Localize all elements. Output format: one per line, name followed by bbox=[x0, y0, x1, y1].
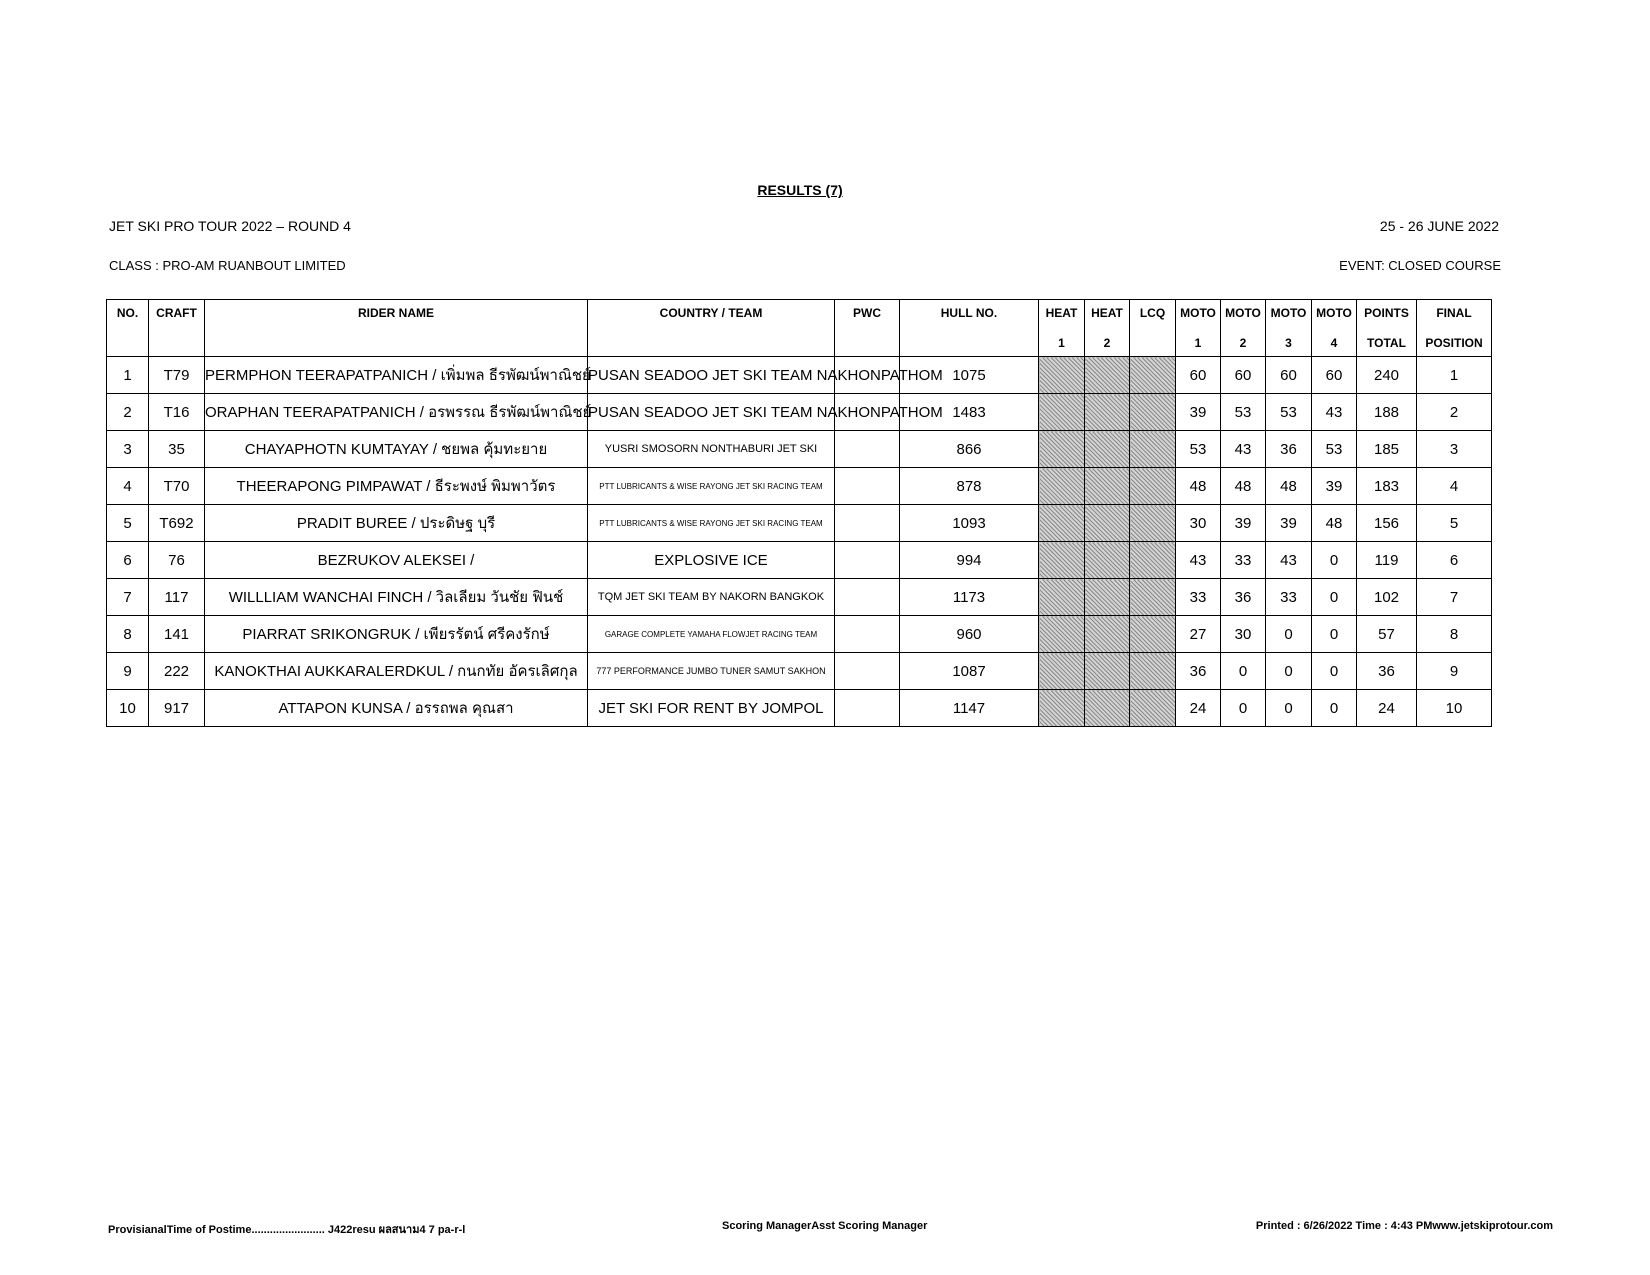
cell-points: 57 bbox=[1357, 616, 1417, 653]
col-header-points-sub: TOTAL bbox=[1357, 328, 1417, 357]
cell-points: 119 bbox=[1357, 542, 1417, 579]
cell-rider: PIARRAT SRIKONGRUK / เพียรรัตน์ ศรีคงรักษ์ bbox=[205, 616, 588, 653]
cell-rider: ATTAPON KUNSA / อรรถพล คุณสา bbox=[205, 690, 588, 727]
cell-no: 4 bbox=[107, 468, 149, 505]
cell-moto1: 27 bbox=[1176, 616, 1221, 653]
cell-heat1-shaded bbox=[1039, 616, 1085, 653]
cell-heat2-shaded bbox=[1085, 357, 1130, 394]
cell-final: 8 bbox=[1417, 616, 1492, 653]
table-row bbox=[107, 468, 1492, 505]
footer-printed: Printed : 6/26/2022 Time : 4:43 PMwww.jetskiprotour.com bbox=[1255, 1220, 1553, 1232]
cell-moto4: 0 bbox=[1312, 653, 1357, 690]
cell-no: 3 bbox=[107, 431, 149, 468]
cell-moto1: 53 bbox=[1176, 431, 1221, 468]
cell-craft: 117 bbox=[149, 579, 205, 616]
cell-heat1-shaded bbox=[1039, 579, 1085, 616]
cell-heat2-shaded bbox=[1085, 394, 1130, 431]
cell-no: 2 bbox=[107, 394, 149, 431]
cell-moto3: 0 bbox=[1266, 690, 1312, 727]
cell-final: 1 bbox=[1417, 357, 1492, 394]
cell-lcq-shaded bbox=[1130, 357, 1176, 394]
cell-pwc bbox=[835, 616, 900, 653]
cell-lcq-shaded bbox=[1130, 653, 1176, 690]
cell-moto2: 30 bbox=[1221, 616, 1266, 653]
table-row bbox=[107, 579, 1492, 616]
cell-lcq-shaded bbox=[1130, 616, 1176, 653]
cell-moto4: 39 bbox=[1312, 468, 1357, 505]
cell-points: 156 bbox=[1357, 505, 1417, 542]
cell-no: 5 bbox=[107, 505, 149, 542]
cell-heat2-shaded bbox=[1085, 653, 1130, 690]
col-header-moto1-sub: 1 bbox=[1176, 328, 1221, 357]
cell-moto1: 33 bbox=[1176, 579, 1221, 616]
cell-final: 9 bbox=[1417, 653, 1492, 690]
col-header-points: POINTS bbox=[1357, 300, 1417, 328]
col-header-craft: CRAFT bbox=[149, 300, 205, 328]
cell-moto3: 60 bbox=[1266, 357, 1312, 394]
cell-final: 7 bbox=[1417, 579, 1492, 616]
cell-moto3: 39 bbox=[1266, 505, 1312, 542]
cell-craft: 35 bbox=[149, 431, 205, 468]
cell-hull: 1173 bbox=[900, 579, 1039, 616]
cell-lcq-shaded bbox=[1130, 505, 1176, 542]
cell-points: 188 bbox=[1357, 394, 1417, 431]
cell-rider: THEERAPONG PIMPAWAT / ธีระพงษ์ พิมพาวัตร bbox=[205, 468, 588, 505]
cell-moto1: 60 bbox=[1176, 357, 1221, 394]
col-header-heat1-sub: 1 bbox=[1039, 328, 1085, 357]
cell-pwc bbox=[835, 542, 900, 579]
cell-hull: 866 bbox=[900, 431, 1039, 468]
cell-rider: PERMPHON TEERAPATPANICH / เพิ่มพล ธีรพัฒน์พาณิชย์ bbox=[205, 357, 588, 394]
cell-heat2-shaded bbox=[1085, 431, 1130, 468]
results-table bbox=[106, 299, 1492, 727]
col-header-moto2-sub: 2 bbox=[1221, 328, 1266, 357]
table-row bbox=[107, 542, 1492, 579]
col-header-moto3: MOTO bbox=[1266, 300, 1312, 328]
cell-pwc bbox=[835, 653, 900, 690]
cell-heat2-shaded bbox=[1085, 579, 1130, 616]
cell-moto4: 0 bbox=[1312, 616, 1357, 653]
cell-final: 4 bbox=[1417, 468, 1492, 505]
cell-moto1: 39 bbox=[1176, 394, 1221, 431]
cell-lcq-shaded bbox=[1130, 431, 1176, 468]
col-header-rider: RIDER NAME bbox=[205, 300, 588, 328]
cell-moto2: 39 bbox=[1221, 505, 1266, 542]
cell-points: 183 bbox=[1357, 468, 1417, 505]
col-header-moto2: MOTO bbox=[1221, 300, 1266, 328]
cell-final: 3 bbox=[1417, 431, 1492, 468]
cell-moto3: 53 bbox=[1266, 394, 1312, 431]
cell-points: 185 bbox=[1357, 431, 1417, 468]
table-row bbox=[107, 357, 1492, 394]
cell-heat2-shaded bbox=[1085, 690, 1130, 727]
cell-heat1-shaded bbox=[1039, 357, 1085, 394]
cell-points: 24 bbox=[1357, 690, 1417, 727]
cell-craft: T16 bbox=[149, 394, 205, 431]
cell-heat1-shaded bbox=[1039, 653, 1085, 690]
cell-hull: 878 bbox=[900, 468, 1039, 505]
cell-craft: T79 bbox=[149, 357, 205, 394]
col-header-heat2-sub: 2 bbox=[1085, 328, 1130, 357]
cell-craft: T70 bbox=[149, 468, 205, 505]
cell-pwc bbox=[835, 690, 900, 727]
cell-moto4: 0 bbox=[1312, 690, 1357, 727]
cell-moto4: 48 bbox=[1312, 505, 1357, 542]
cell-moto1: 24 bbox=[1176, 690, 1221, 727]
cell-heat2-shaded bbox=[1085, 468, 1130, 505]
cell-team: TQM JET SKI TEAM BY NAKORN BANGKOK bbox=[588, 579, 835, 616]
cell-craft: 917 bbox=[149, 690, 205, 727]
table-row bbox=[107, 431, 1492, 468]
col-header-pwc: PWC bbox=[835, 300, 900, 328]
cell-moto4: 0 bbox=[1312, 542, 1357, 579]
col-header-heat1: HEAT bbox=[1039, 300, 1085, 328]
col-header-final: FINAL bbox=[1417, 300, 1492, 328]
cell-heat1-shaded bbox=[1039, 690, 1085, 727]
cell-no: 8 bbox=[107, 616, 149, 653]
cell-team: PUSAN SEADOO JET SKI TEAM NAKHONPATHOM bbox=[588, 394, 835, 431]
cell-moto3: 0 bbox=[1266, 653, 1312, 690]
event-name: JET SKI PRO TOUR 2022 – ROUND 4 bbox=[109, 218, 351, 234]
cell-moto2: 53 bbox=[1221, 394, 1266, 431]
cell-hull: 1093 bbox=[900, 505, 1039, 542]
col-header-moto3-sub: 3 bbox=[1266, 328, 1312, 357]
cell-craft: 76 bbox=[149, 542, 205, 579]
cell-final: 6 bbox=[1417, 542, 1492, 579]
footer-provisional: ProvisianalTime of Postime........................ J422resu ผลสนาม4 7 pa-r-l bbox=[108, 1224, 466, 1236]
cell-rider: PRADIT BUREE / ประดิษฐ บุรี bbox=[205, 505, 588, 542]
cell-rider: CHAYAPHOTN KUMTAYAY / ชยพล คุ้มทะยาย bbox=[205, 431, 588, 468]
event-date: 25 - 26 JUNE 2022 bbox=[1379, 218, 1499, 234]
cell-pwc bbox=[835, 431, 900, 468]
cell-moto1: 43 bbox=[1176, 542, 1221, 579]
cell-team: EXPLOSIVE ICE bbox=[588, 542, 835, 579]
footer-scoring-manager: Scoring ManagerAsst Scoring Manager bbox=[722, 1220, 928, 1232]
cell-moto2: 0 bbox=[1221, 653, 1266, 690]
cell-no: 1 bbox=[107, 357, 149, 394]
cell-moto3: 43 bbox=[1266, 542, 1312, 579]
cell-moto2: 0 bbox=[1221, 690, 1266, 727]
cell-moto2: 48 bbox=[1221, 468, 1266, 505]
cell-moto3: 33 bbox=[1266, 579, 1312, 616]
cell-points: 36 bbox=[1357, 653, 1417, 690]
cell-team: PUSAN SEADOO JET SKI TEAM NAKHONPATHOM bbox=[588, 357, 835, 394]
cell-points: 240 bbox=[1357, 357, 1417, 394]
cell-lcq-shaded bbox=[1130, 542, 1176, 579]
col-header-no: NO. bbox=[107, 300, 149, 357]
cell-team: PTT LUBRICANTS & WISE RAYONG JET SKI RACING TEAM bbox=[588, 468, 835, 505]
cell-hull: 1087 bbox=[900, 653, 1039, 690]
col-header-heat2: HEAT bbox=[1085, 300, 1130, 328]
cell-pwc bbox=[835, 505, 900, 542]
cell-rider: KANOKTHAI AUKKARALERDKUL / กนกทัย อัครเลิศกุล bbox=[205, 653, 588, 690]
cell-heat1-shaded bbox=[1039, 542, 1085, 579]
cell-heat1-shaded bbox=[1039, 468, 1085, 505]
col-header-final-sub: POSITION bbox=[1417, 328, 1492, 357]
cell-hull: 960 bbox=[900, 616, 1039, 653]
cell-final: 5 bbox=[1417, 505, 1492, 542]
table-row bbox=[107, 394, 1492, 431]
cell-moto3: 48 bbox=[1266, 468, 1312, 505]
cell-lcq-shaded bbox=[1130, 690, 1176, 727]
cell-moto1: 48 bbox=[1176, 468, 1221, 505]
cell-no: 9 bbox=[107, 653, 149, 690]
cell-final: 2 bbox=[1417, 394, 1492, 431]
col-header-moto4-sub: 4 bbox=[1312, 328, 1357, 357]
cell-lcq-shaded bbox=[1130, 394, 1176, 431]
col-header-moto4: MOTO bbox=[1312, 300, 1357, 328]
col-header-lcq-sub bbox=[1130, 328, 1176, 357]
cell-moto2: 33 bbox=[1221, 542, 1266, 579]
results-title: RESULTS (7) bbox=[757, 182, 843, 198]
cell-moto3: 0 bbox=[1266, 616, 1312, 653]
cell-moto3: 36 bbox=[1266, 431, 1312, 468]
cell-craft: T692 bbox=[149, 505, 205, 542]
table-row bbox=[107, 616, 1492, 653]
cell-points: 102 bbox=[1357, 579, 1417, 616]
cell-moto2: 36 bbox=[1221, 579, 1266, 616]
cell-moto4: 0 bbox=[1312, 579, 1357, 616]
cell-craft: 141 bbox=[149, 616, 205, 653]
cell-lcq-shaded bbox=[1130, 468, 1176, 505]
col-header-team: COUNTRY / TEAM bbox=[588, 300, 835, 328]
cell-moto2: 43 bbox=[1221, 431, 1266, 468]
cell-heat2-shaded bbox=[1085, 542, 1130, 579]
cell-pwc bbox=[835, 468, 900, 505]
cell-team: YUSRI SMOSORN NONTHABURI JET SKI bbox=[588, 431, 835, 468]
cell-hull: 1075 bbox=[900, 357, 1039, 394]
cell-team: PTT LUBRICANTS & WISE RAYONG JET SKI RACING TEAM bbox=[588, 505, 835, 542]
table-row bbox=[107, 505, 1492, 542]
cell-rider: WILLLIAM WANCHAI FINCH / วิลเลียม วันชัย ฟินช์ bbox=[205, 579, 588, 616]
cell-hull: 1147 bbox=[900, 690, 1039, 727]
class-name: CLASS : PRO-AM RUANBOUT LIMITED bbox=[109, 258, 346, 273]
cell-moto1: 36 bbox=[1176, 653, 1221, 690]
col-header-pwc-sub bbox=[835, 328, 900, 357]
cell-team: 777 PERFORMANCE JUMBO TUNER SAMUT SAKHON bbox=[588, 653, 835, 690]
col-header-rider-sub bbox=[205, 328, 588, 357]
cell-pwc bbox=[835, 579, 900, 616]
cell-craft: 222 bbox=[149, 653, 205, 690]
cell-hull: 1483 bbox=[900, 394, 1039, 431]
cell-team: GARAGE COMPLETE YAMAHA FLOWJET RACING TEAM bbox=[588, 616, 835, 653]
cell-no: 7 bbox=[107, 579, 149, 616]
cell-heat1-shaded bbox=[1039, 431, 1085, 468]
col-header-hull: HULL NO. bbox=[900, 300, 1039, 328]
col-header-moto1: MOTO bbox=[1176, 300, 1221, 328]
cell-team: JET SKI FOR RENT BY JOMPOL bbox=[588, 690, 835, 727]
cell-heat1-shaded bbox=[1039, 505, 1085, 542]
table-row bbox=[107, 690, 1492, 727]
cell-moto1: 30 bbox=[1176, 505, 1221, 542]
table-row bbox=[107, 653, 1492, 690]
col-header-craft-sub bbox=[149, 328, 205, 357]
cell-rider: ORAPHAN TEERAPATPANICH / อรพรรณ ธีรพัฒน์พาณิชย์ bbox=[205, 394, 588, 431]
cell-final: 10 bbox=[1417, 690, 1492, 727]
event-type: EVENT: CLOSED COURSE bbox=[1339, 258, 1501, 273]
col-header-hull-sub bbox=[900, 328, 1039, 357]
cell-moto4: 43 bbox=[1312, 394, 1357, 431]
cell-no: 10 bbox=[107, 690, 149, 727]
cell-moto2: 60 bbox=[1221, 357, 1266, 394]
cell-heat2-shaded bbox=[1085, 616, 1130, 653]
cell-rider: BEZRUKOV ALEKSEI / bbox=[205, 542, 588, 579]
cell-moto4: 53 bbox=[1312, 431, 1357, 468]
cell-no: 6 bbox=[107, 542, 149, 579]
cell-hull: 994 bbox=[900, 542, 1039, 579]
col-header-team-sub bbox=[588, 328, 835, 357]
cell-lcq-shaded bbox=[1130, 579, 1176, 616]
cell-heat1-shaded bbox=[1039, 394, 1085, 431]
col-header-lcq: LCQ bbox=[1130, 300, 1176, 328]
cell-moto4: 60 bbox=[1312, 357, 1357, 394]
cell-heat2-shaded bbox=[1085, 505, 1130, 542]
